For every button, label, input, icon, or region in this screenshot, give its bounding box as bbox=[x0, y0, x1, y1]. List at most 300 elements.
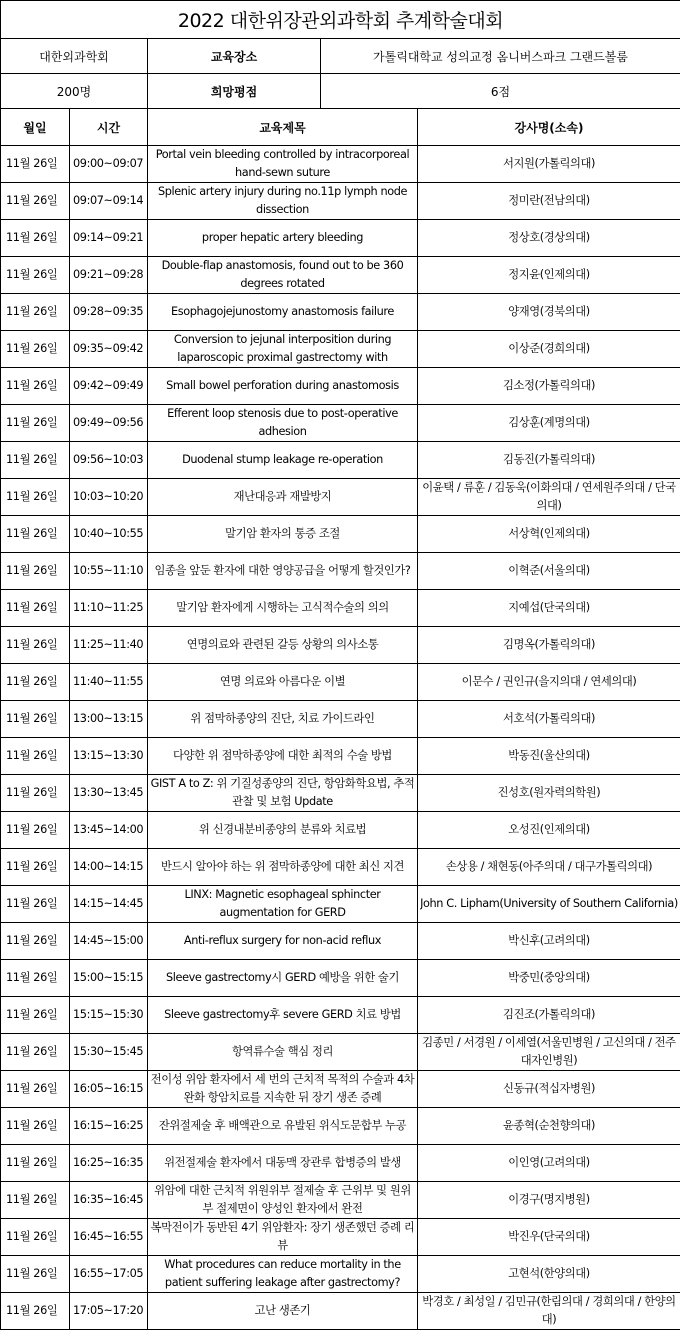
session-time bbox=[70, 368, 148, 405]
session-time-text: 13:00~13:15 bbox=[73, 712, 144, 725]
session-topic-text: Efferent loop stenosis due to post-operative adhesion bbox=[167, 407, 398, 438]
session-topic bbox=[148, 1108, 418, 1145]
session-date bbox=[1, 923, 70, 960]
session-date-text: 11월 26일 bbox=[6, 194, 58, 207]
session-topic bbox=[148, 701, 418, 738]
session-topic-text: 위 신경내분비종양의 분류와 치료법 bbox=[198, 823, 367, 836]
session-speaker bbox=[418, 738, 680, 775]
session-date bbox=[1, 405, 70, 442]
session-time-text: 16:05~16:15 bbox=[73, 1082, 144, 1095]
table-row bbox=[1, 1108, 680, 1145]
session-time bbox=[70, 1071, 148, 1108]
session-topic-text: Portal vein bleeding controlled by intracorporeal hand-sewn suture bbox=[155, 148, 410, 179]
session-time bbox=[70, 738, 148, 775]
session-topic bbox=[148, 1182, 418, 1219]
table-row bbox=[1, 1145, 680, 1182]
session-time bbox=[70, 1182, 148, 1219]
session-time-text: 15:15~15:30 bbox=[73, 1008, 144, 1021]
session-time-text: 17:05~17:20 bbox=[73, 1304, 144, 1317]
session-date bbox=[1, 331, 70, 368]
column-header-speaker: 강사명(소속) bbox=[418, 109, 680, 146]
session-topic-text: 잔위절제술 후 배액관으로 유발된 위식도문합부 누공 bbox=[158, 1119, 407, 1132]
session-date-text: 11월 26일 bbox=[6, 1193, 58, 1206]
session-topic-text: Sleeve gastrectomy후 severe GERD 치료 방법 bbox=[164, 1008, 401, 1021]
session-date-text: 11월 26일 bbox=[6, 712, 58, 725]
table-row bbox=[1, 1071, 680, 1108]
session-topic bbox=[148, 220, 418, 257]
session-time-text: 16:45~16:55 bbox=[73, 1230, 144, 1243]
session-time bbox=[70, 1293, 148, 1330]
session-date-text: 11월 26일 bbox=[6, 1008, 58, 1021]
session-speaker bbox=[418, 812, 680, 849]
session-time-text: 09:00~09:07 bbox=[73, 157, 144, 170]
session-topic-text: Sleeve gastrectomy시 GERD 예방을 위한 술기 bbox=[166, 971, 399, 984]
session-topic bbox=[148, 405, 418, 442]
session-time-text: 13:30~13:45 bbox=[73, 786, 144, 799]
session-topic-text: 말기암 환자의 통증 조절 bbox=[225, 527, 340, 540]
session-date-text: 11월 26일 bbox=[6, 342, 58, 355]
session-time-text: 16:55~17:05 bbox=[73, 1267, 144, 1280]
session-date bbox=[1, 886, 70, 923]
table-row bbox=[1, 812, 680, 849]
session-speaker bbox=[418, 590, 680, 627]
table-header bbox=[1, 109, 680, 146]
session-time bbox=[70, 627, 148, 664]
table-row bbox=[1, 664, 680, 701]
session-topic-text: 고난 생존기 bbox=[254, 1304, 311, 1317]
session-date bbox=[1, 1145, 70, 1182]
session-date-text: 11월 26일 bbox=[6, 749, 58, 762]
session-date-text: 11월 26일 bbox=[6, 453, 58, 466]
session-time-text: 09:28~09:35 bbox=[73, 305, 144, 318]
session-date bbox=[1, 1219, 70, 1256]
session-topic bbox=[148, 997, 418, 1034]
session-date bbox=[1, 553, 70, 590]
session-time-text: 11:25~11:40 bbox=[73, 638, 144, 651]
session-speaker bbox=[418, 516, 680, 553]
session-speaker bbox=[418, 294, 680, 331]
session-time bbox=[70, 257, 148, 294]
table-row bbox=[1, 442, 680, 479]
session-topic bbox=[148, 1256, 418, 1293]
session-topic bbox=[148, 442, 418, 479]
session-speaker bbox=[418, 405, 680, 442]
session-time bbox=[70, 1108, 148, 1145]
session-topic-text: 연명 의료와 아름다운 이별 bbox=[219, 675, 346, 688]
column-header-time: 시간 bbox=[70, 109, 148, 146]
session-topic bbox=[148, 553, 418, 590]
credits-label: 희망평점 bbox=[148, 74, 321, 108]
session-time bbox=[70, 960, 148, 997]
session-time-text: 13:45~14:00 bbox=[73, 823, 144, 836]
session-time-text: 09:21~09:28 bbox=[73, 268, 144, 281]
session-date bbox=[1, 664, 70, 701]
session-time bbox=[70, 590, 148, 627]
session-time bbox=[70, 849, 148, 886]
session-date bbox=[1, 590, 70, 627]
session-speaker-text: 손상용 / 채현동(아주의대 / 대구가톨릭의대) bbox=[445, 860, 653, 873]
session-topic-text: 복막전이가 동반된 4기 위암환자: 장기 생존했던 증례 리뷰 bbox=[150, 1221, 415, 1252]
table-row bbox=[1, 886, 680, 923]
session-date bbox=[1, 220, 70, 257]
session-date bbox=[1, 1293, 70, 1330]
session-date bbox=[1, 368, 70, 405]
session-time bbox=[70, 923, 148, 960]
session-speaker-text: 서상혁(인제의대) bbox=[508, 527, 590, 540]
session-time bbox=[70, 405, 148, 442]
session-date-text: 11월 26일 bbox=[6, 823, 58, 836]
session-speaker bbox=[418, 627, 680, 664]
session-date-text: 11월 26일 bbox=[6, 786, 58, 799]
session-date bbox=[1, 183, 70, 220]
session-time-text: 16:15~16:25 bbox=[73, 1119, 144, 1132]
session-topic-text: 연명의료와 관련된 갈등 상황의 의사소통 bbox=[186, 638, 379, 651]
session-time-text: 13:15~13:30 bbox=[73, 749, 144, 762]
session-date bbox=[1, 294, 70, 331]
session-speaker-text: 김명옥(가톨릭의대) bbox=[502, 638, 596, 651]
session-speaker bbox=[418, 775, 680, 812]
session-time-text: 09:56~10:03 bbox=[73, 453, 144, 466]
session-time bbox=[70, 220, 148, 257]
session-time bbox=[70, 1219, 148, 1256]
session-speaker bbox=[418, 1145, 680, 1182]
session-time bbox=[70, 331, 148, 368]
session-time bbox=[70, 812, 148, 849]
session-date bbox=[1, 997, 70, 1034]
session-speaker bbox=[418, 886, 680, 923]
session-speaker bbox=[418, 923, 680, 960]
session-topic-text: 재난대응과 재발방지 bbox=[233, 490, 332, 503]
session-speaker-text: 고현석(한양의대) bbox=[508, 1267, 590, 1280]
session-date bbox=[1, 146, 70, 183]
table-row bbox=[1, 146, 680, 183]
session-speaker-text: 김동진(가톨릭의대) bbox=[502, 453, 596, 466]
session-speaker-text: 서호석(가톨릭의대) bbox=[502, 712, 596, 725]
table-row bbox=[1, 627, 680, 664]
session-date-text: 11월 26일 bbox=[6, 971, 58, 984]
table-row bbox=[1, 257, 680, 294]
session-date bbox=[1, 812, 70, 849]
session-topic-text: Anti-reflux surgery for non-acid reflux bbox=[183, 934, 382, 947]
session-date-text: 11월 26일 bbox=[6, 305, 58, 318]
session-time bbox=[70, 294, 148, 331]
session-topic-text: 전이성 위암 환자에서 세 번의 근치적 목적의 수술과 4차 완화 항암치료를 지속한 뒤 장기 생존 증례 bbox=[150, 1073, 415, 1104]
table-row bbox=[1, 220, 680, 257]
session-time bbox=[70, 664, 148, 701]
session-speaker-text: 김상훈(계명의대) bbox=[508, 416, 590, 429]
session-date-text: 11월 26일 bbox=[6, 1230, 58, 1243]
table-row bbox=[1, 1182, 680, 1219]
table-row bbox=[1, 923, 680, 960]
session-topic-text: 말기암 환자에게 시행하는 고식적수술의 의의 bbox=[176, 601, 389, 614]
session-speaker-text: John C. Lipham(University of Southern California) bbox=[420, 897, 678, 910]
table-row bbox=[1, 849, 680, 886]
session-time-text: 10:03~10:20 bbox=[73, 490, 144, 503]
session-speaker-text: 정상호(경상의대) bbox=[508, 231, 590, 244]
session-speaker bbox=[418, 664, 680, 701]
session-date bbox=[1, 960, 70, 997]
session-date bbox=[1, 1071, 70, 1108]
table-row bbox=[1, 590, 680, 627]
session-date bbox=[1, 516, 70, 553]
session-speaker-text: 박진우(단국의대) bbox=[508, 1230, 590, 1243]
table-row bbox=[1, 1293, 680, 1330]
session-time-text: 09:14~09:21 bbox=[73, 231, 144, 244]
session-topic-text: Splenic artery injury during no.11p lymph node dissection bbox=[157, 185, 408, 216]
table-row bbox=[1, 701, 680, 738]
session-date-text: 11월 26일 bbox=[6, 1304, 58, 1317]
column-header-date: 월일 bbox=[1, 109, 70, 146]
session-speaker-text: 이혁준(서울의대) bbox=[508, 564, 590, 577]
session-topic-text: 위암에 대한 근치적 위원위부 절제술 후 근위부 및 원위부 절제면이 양성인 환자에서 완전 bbox=[154, 1184, 411, 1215]
session-time bbox=[70, 183, 148, 220]
session-date-text: 11월 26일 bbox=[6, 638, 58, 651]
session-speaker bbox=[418, 1071, 680, 1108]
session-topic bbox=[148, 331, 418, 368]
session-topic bbox=[148, 812, 418, 849]
session-time bbox=[70, 553, 148, 590]
session-speaker bbox=[418, 1256, 680, 1293]
session-time bbox=[70, 146, 148, 183]
session-date-text: 11월 26일 bbox=[6, 379, 58, 392]
session-topic bbox=[148, 1145, 418, 1182]
session-time-text: 11:40~11:55 bbox=[73, 675, 144, 688]
session-speaker bbox=[418, 146, 680, 183]
session-date-text: 11월 26일 bbox=[6, 897, 58, 910]
table-row bbox=[1, 183, 680, 220]
session-time-text: 14:45~15:00 bbox=[73, 934, 144, 947]
session-date-text: 11월 26일 bbox=[6, 860, 58, 873]
session-time bbox=[70, 1256, 148, 1293]
session-topic-text: 반드시 알아야 하는 위 점막하종양에 대한 최신 지견 bbox=[160, 860, 405, 873]
table-row bbox=[1, 997, 680, 1034]
session-time bbox=[70, 775, 148, 812]
session-topic-text: Conversion to jejunal interposition during laparoscopic proximal gastrectomy with bbox=[173, 333, 392, 364]
table-row bbox=[1, 1256, 680, 1293]
session-speaker bbox=[418, 997, 680, 1034]
column-header-topic: 교육제목 bbox=[148, 109, 418, 146]
session-date bbox=[1, 849, 70, 886]
session-time bbox=[70, 479, 148, 516]
table-row bbox=[1, 960, 680, 997]
session-date-text: 11월 26일 bbox=[6, 490, 58, 503]
session-date-text: 11월 26일 bbox=[6, 527, 58, 540]
session-topic bbox=[148, 664, 418, 701]
session-time-text: 11:10~11:25 bbox=[73, 601, 144, 614]
session-topic bbox=[148, 849, 418, 886]
session-date bbox=[1, 738, 70, 775]
session-topic bbox=[148, 368, 418, 405]
session-date bbox=[1, 1256, 70, 1293]
table-row bbox=[1, 1034, 680, 1071]
session-speaker-text: 정지윤(인제의대) bbox=[508, 268, 590, 281]
table-row bbox=[1, 775, 680, 812]
session-topic bbox=[148, 1293, 418, 1330]
session-topic bbox=[148, 590, 418, 627]
session-speaker bbox=[418, 220, 680, 257]
venue-value: 가톨릭대학교 성의교정 옴니버스파크 그랜드볼룸 bbox=[373, 49, 628, 64]
session-speaker bbox=[418, 331, 680, 368]
session-speaker-text: 이인영(고려의대) bbox=[508, 1156, 590, 1169]
table-row bbox=[1, 1219, 680, 1256]
session-speaker-text: 서지원(가톨릭의대) bbox=[502, 157, 596, 170]
session-speaker-text: 이윤택 / 류훈 / 김동욱(이화의대 / 연세원주의대 / 단국의대) bbox=[422, 481, 676, 512]
session-speaker-text: 오성진(인제의대) bbox=[508, 823, 590, 836]
session-speaker-text: 진성호(원자력의학원) bbox=[497, 786, 601, 799]
session-date bbox=[1, 627, 70, 664]
session-speaker bbox=[418, 1219, 680, 1256]
session-speaker bbox=[418, 701, 680, 738]
session-date-text: 11월 26일 bbox=[6, 1267, 58, 1280]
session-speaker bbox=[418, 1108, 680, 1145]
session-time-text: 15:00~15:15 bbox=[73, 971, 144, 984]
session-topic-text: Duodenal stump leakage re-operation bbox=[182, 453, 383, 466]
session-speaker bbox=[418, 1182, 680, 1219]
session-speaker-text: 정미란(전남의대) bbox=[508, 194, 590, 207]
session-topic-text: GIST A to Z: 위 기질성종양의 진단, 항암화학요법, 추적관찰 및 보험 Update bbox=[150, 777, 415, 808]
session-topic bbox=[148, 146, 418, 183]
venue-label: 교육장소 bbox=[148, 39, 321, 73]
session-topic bbox=[148, 627, 418, 664]
session-time-text: 10:55~11:10 bbox=[73, 564, 144, 577]
session-speaker-text: 박경호 / 최성일 / 김민규(한림의대 / 경희의대 / 한양의대) bbox=[422, 1295, 676, 1326]
session-date-text: 11월 26일 bbox=[6, 231, 58, 244]
session-date bbox=[1, 479, 70, 516]
session-topic-text: 위 점막하종양의 진단, 치료 가이드라인 bbox=[190, 712, 375, 725]
session-time-text: 10:40~10:55 bbox=[73, 527, 144, 540]
session-topic bbox=[148, 738, 418, 775]
session-date-text: 11월 26일 bbox=[6, 675, 58, 688]
table-row bbox=[1, 331, 680, 368]
session-date bbox=[1, 1182, 70, 1219]
session-speaker-text: 김소정(가톨릭의대) bbox=[502, 379, 596, 392]
session-speaker bbox=[418, 479, 680, 516]
session-time-text: 14:15~14:45 bbox=[73, 897, 144, 910]
session-topic bbox=[148, 1219, 418, 1256]
session-speaker bbox=[418, 849, 680, 886]
session-date-text: 11월 26일 bbox=[6, 1082, 58, 1095]
session-speaker bbox=[418, 1034, 680, 1071]
credit-organization: 대한외과학회 bbox=[1, 39, 148, 74]
session-speaker bbox=[418, 960, 680, 997]
session-time-text: 16:25~16:35 bbox=[73, 1156, 144, 1169]
session-speaker-text: 이경구(명지병원) bbox=[508, 1193, 590, 1206]
session-speaker bbox=[418, 368, 680, 405]
session-speaker bbox=[418, 1293, 680, 1330]
session-time-text: 15:30~15:45 bbox=[73, 1045, 144, 1058]
session-topic-text: Small bowel perforation during anastomosis bbox=[166, 379, 399, 392]
session-speaker bbox=[418, 183, 680, 220]
session-time bbox=[70, 516, 148, 553]
table-row bbox=[1, 368, 680, 405]
session-speaker-text: 양재영(경북의대) bbox=[508, 305, 590, 318]
session-topic bbox=[148, 775, 418, 812]
table-row bbox=[1, 479, 680, 516]
session-time bbox=[70, 1145, 148, 1182]
session-topic-text: Esophagojejunostomy anastomosis failure bbox=[171, 305, 394, 318]
session-date-text: 11월 26일 bbox=[6, 268, 58, 281]
session-date-text: 11월 26일 bbox=[6, 157, 58, 170]
session-topic bbox=[148, 479, 418, 516]
session-date-text: 11월 26일 bbox=[6, 1156, 58, 1169]
session-speaker-text: 박신후(고려의대) bbox=[508, 934, 590, 947]
session-topic-text: 다양한 위 점막하종양에 대한 최적의 수술 방법 bbox=[173, 749, 392, 762]
session-time-text: 09:49~09:56 bbox=[73, 416, 144, 429]
session-date-text: 11월 26일 bbox=[6, 564, 58, 577]
session-topic bbox=[148, 886, 418, 923]
session-topic-text: 임종을 앞둔 환자에 대한 영양공급을 어떻게 할것인가? bbox=[154, 564, 411, 577]
session-topic-text: Double-flap anastomosis, found out to be 360 degrees rotated bbox=[161, 259, 404, 290]
session-topic-text: proper hepatic artery bleeding bbox=[201, 231, 364, 244]
credits-value: 6점 bbox=[490, 84, 511, 99]
session-topic-text: What procedures can reduce mortality in the patient suffering leakage after gastrectomy? bbox=[164, 1258, 401, 1289]
session-speaker-text: 이상준(경희의대) bbox=[508, 342, 590, 355]
session-topic bbox=[148, 1034, 418, 1071]
table-row bbox=[1, 405, 680, 442]
session-speaker-text: 신동규(적십자병원) bbox=[502, 1082, 596, 1095]
session-time bbox=[70, 997, 148, 1034]
session-date-text: 11월 26일 bbox=[6, 601, 58, 614]
session-speaker bbox=[418, 257, 680, 294]
session-speaker-text: 박동진(울산의대) bbox=[508, 749, 590, 762]
session-topic bbox=[148, 294, 418, 331]
table-row bbox=[1, 738, 680, 775]
table-row bbox=[1, 553, 680, 590]
table-row bbox=[1, 516, 680, 553]
session-speaker-text: 김진조(가톨릭의대) bbox=[502, 1008, 596, 1021]
session-time-text: 09:42~09:49 bbox=[73, 379, 144, 392]
session-speaker-text: 이문수 / 권인규(을지의대 / 연세의대) bbox=[461, 675, 637, 688]
session-topic bbox=[148, 183, 418, 220]
session-date bbox=[1, 775, 70, 812]
session-speaker-text: 박중민(중앙의대) bbox=[508, 971, 590, 984]
session-topic-text: 위전절제술 환자에서 대동맥 장관루 합병증의 발생 bbox=[164, 1156, 401, 1169]
session-date bbox=[1, 1108, 70, 1145]
session-topic bbox=[148, 923, 418, 960]
session-topic bbox=[148, 960, 418, 997]
session-topic-text: 항역류수술 핵심 정리 bbox=[232, 1045, 333, 1058]
session-speaker-text: 윤종혁(순천향의대) bbox=[502, 1119, 596, 1132]
session-time bbox=[70, 442, 148, 479]
session-date bbox=[1, 442, 70, 479]
session-topic-text: LINX: Magnetic esophageal sphincter augmentation for GERD bbox=[184, 888, 381, 919]
session-topic bbox=[148, 257, 418, 294]
session-date-text: 11월 26일 bbox=[6, 1045, 58, 1058]
session-speaker bbox=[418, 442, 680, 479]
session-date bbox=[1, 701, 70, 738]
capacity: 200명 bbox=[1, 74, 148, 109]
table-row bbox=[1, 294, 680, 331]
session-date-text: 11월 26일 bbox=[6, 416, 58, 429]
session-date bbox=[1, 257, 70, 294]
session-speaker bbox=[418, 553, 680, 590]
session-date-text: 11월 26일 bbox=[6, 934, 58, 947]
session-time-text: 09:07~09:14 bbox=[73, 194, 144, 207]
session-time bbox=[70, 886, 148, 923]
session-date bbox=[1, 1034, 70, 1071]
session-time-text: 14:00~14:15 bbox=[73, 860, 144, 873]
session-date-text: 11월 26일 bbox=[6, 1119, 58, 1132]
document-title: 2022 대한위장관외과학회 추계학술대회 bbox=[1, 1, 680, 39]
session-time-text: 09:35~09:42 bbox=[73, 342, 144, 355]
session-topic bbox=[148, 1071, 418, 1108]
session-speaker-text: 김종민 / 서경원 / 이세열(서울민병원 / 고신의대 / 전주대자인병원) bbox=[422, 1036, 676, 1067]
session-time bbox=[70, 1034, 148, 1071]
session-time-text: 16:35~16:45 bbox=[73, 1193, 144, 1206]
session-speaker-text: 지예섭(단국의대) bbox=[508, 601, 590, 614]
session-topic bbox=[148, 516, 418, 553]
session-time bbox=[70, 701, 148, 738]
